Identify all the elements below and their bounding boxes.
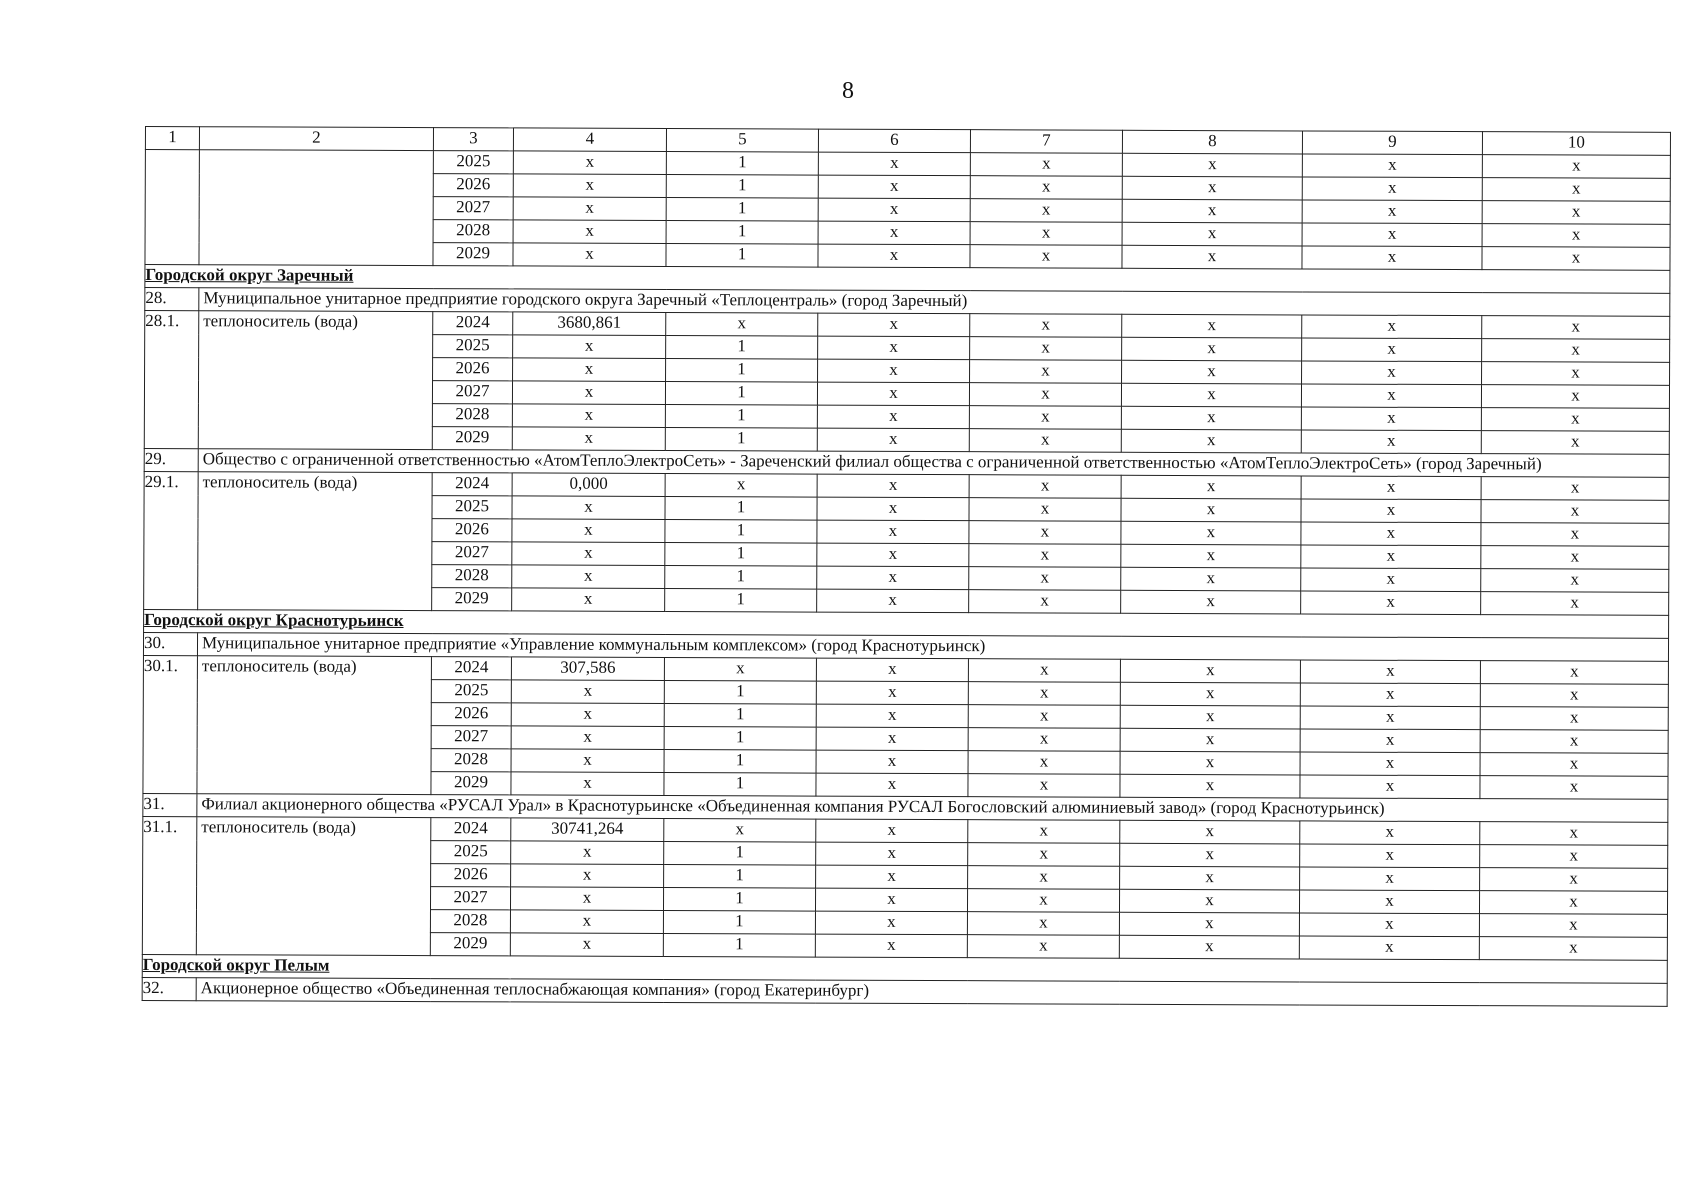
value-cell: x — [967, 935, 1119, 959]
value-cell: 1 — [664, 726, 816, 750]
year-cell: 2026 — [432, 519, 512, 542]
value-cell: x — [817, 543, 969, 567]
year-cell: 2025 — [433, 335, 513, 358]
value-cell: 1 — [664, 703, 816, 727]
value-cell: x — [818, 198, 970, 222]
value-cell: x — [1121, 429, 1301, 453]
value-cell: 1 — [665, 542, 817, 566]
value-cell: x — [970, 153, 1122, 177]
table-row — [143, 816, 1668, 845]
value-cell: x — [1300, 660, 1480, 684]
value-cell: x — [511, 749, 664, 773]
org-name: Акционерное общество «Объединенная теплоснабжающая компания» (город Екатеринбург) — [196, 978, 1667, 1007]
org-number: 32. — [142, 977, 196, 1000]
year-cell: 2024 — [431, 657, 511, 680]
value-cell: x — [1482, 316, 1670, 340]
value-cell: x — [970, 222, 1122, 246]
value-cell: x — [968, 820, 1120, 844]
value-cell: x — [511, 726, 664, 750]
value-cell: x — [512, 381, 665, 405]
value-cell: x — [511, 864, 664, 888]
value-cell: x — [1120, 843, 1300, 867]
year-cell: 2027 — [433, 197, 513, 220]
value-cell: x — [1481, 523, 1669, 547]
value-cell: x — [969, 521, 1121, 545]
value-cell: x — [967, 912, 1119, 936]
value-cell: x — [816, 681, 968, 705]
org-row — [142, 977, 1667, 1006]
header-cell: 8 — [1122, 130, 1302, 154]
value-cell: 1 — [665, 519, 817, 543]
value-cell: x — [1479, 914, 1667, 938]
tariff-table — [142, 126, 1671, 1007]
year-cell: 2029 — [433, 243, 513, 266]
year-cell: 2028 — [432, 404, 512, 427]
value-cell: x — [1120, 774, 1300, 798]
value-cell: x — [970, 360, 1122, 384]
value-cell: x — [1300, 729, 1480, 753]
header-cell: 4 — [513, 128, 666, 152]
value-cell: x — [1481, 546, 1669, 570]
value-cell: x — [817, 497, 969, 521]
org-name: Муниципальное унитарное предприятие «Управление коммунальным комплексом» (город Краснотурьинск) — [197, 633, 1668, 662]
value-cell: x — [817, 520, 969, 544]
value-cell: x — [1482, 224, 1670, 248]
year-cell: 2027 — [432, 542, 512, 565]
year-cell: 2024 — [433, 312, 513, 335]
value-cell: 1 — [663, 910, 815, 934]
value-cell: x — [1480, 753, 1668, 777]
value-cell: x — [512, 542, 665, 566]
value-cell: x — [1302, 154, 1482, 178]
value-cell: x — [1482, 362, 1670, 386]
value-cell: x — [1479, 937, 1667, 961]
value-cell: x — [969, 590, 1121, 614]
value-cell: x — [1482, 201, 1670, 225]
value-cell: x — [510, 910, 663, 934]
value-cell: x — [1122, 222, 1302, 246]
page-number: 8 — [842, 78, 854, 104]
value-cell: x — [513, 220, 666, 244]
value-cell: 1 — [666, 152, 818, 176]
value-cell: 1 — [666, 198, 818, 222]
year-cell: 2028 — [431, 749, 511, 772]
table-row — [144, 471, 1669, 500]
value-cell: x — [816, 865, 968, 889]
value-cell: x — [1120, 820, 1300, 844]
value-cell: x — [664, 818, 816, 842]
value-cell: 1 — [664, 680, 816, 704]
value-cell: 1 — [666, 336, 818, 360]
value-cell: x — [1481, 500, 1669, 524]
value-cell: x — [1480, 822, 1668, 846]
value-cell: x — [1122, 360, 1302, 384]
header-cell: 5 — [666, 129, 818, 153]
value-cell: x — [968, 843, 1120, 867]
value-cell: x — [969, 475, 1121, 499]
year-cell: 2024 — [431, 818, 511, 841]
year-cell: 2028 — [430, 910, 510, 933]
value-cell: x — [512, 427, 665, 451]
value-cell: x — [1119, 935, 1299, 959]
row-number-cell: 28.1. — [144, 311, 199, 449]
value-cell: x — [1481, 592, 1669, 616]
value-cell: x — [968, 774, 1120, 798]
org-number: 31. — [143, 793, 197, 816]
value-cell: x — [1122, 153, 1302, 177]
value-cell: 1 — [666, 175, 818, 199]
value-cell: x — [1480, 684, 1668, 708]
value-cell: x — [970, 245, 1122, 269]
value-cell: x — [1300, 821, 1480, 845]
row-number-cell: 29.1. — [144, 471, 199, 609]
value-cell: x — [968, 866, 1120, 890]
value-cell: 1 — [664, 864, 816, 888]
year-cell: 2025 — [431, 680, 511, 703]
value-cell: 30741,264 — [511, 818, 664, 842]
value-cell: 3680,861 — [513, 312, 666, 336]
param-cell: теплоноситель (вода) — [198, 472, 433, 611]
row-number-cell: 31.1. — [142, 816, 197, 954]
value-cell: x — [511, 772, 664, 796]
value-cell: x — [818, 359, 970, 383]
value-cell: x — [1122, 337, 1302, 361]
year-cell: 2028 — [432, 565, 512, 588]
value-cell: x — [1122, 245, 1302, 269]
value-cell: x — [1300, 867, 1480, 891]
year-cell: 2029 — [432, 427, 512, 450]
year-cell: 2025 — [433, 151, 513, 174]
value-cell: x — [511, 841, 664, 865]
value-cell: 1 — [665, 496, 817, 520]
value-cell: x — [969, 406, 1121, 430]
value-cell: x — [817, 428, 969, 452]
org-number: 28. — [145, 288, 199, 311]
section-title: Городской округ Пелым — [142, 954, 1667, 983]
year-cell: 2026 — [431, 864, 511, 887]
value-cell: x — [1122, 199, 1302, 223]
section-title: Городской округ Краснотурьинск — [144, 609, 1669, 638]
section-title: Городской округ Заречный — [145, 265, 1670, 294]
year-cell: 2027 — [431, 726, 511, 749]
value-cell: x — [969, 567, 1121, 591]
value-cell: x — [1119, 912, 1299, 936]
value-cell: x — [510, 887, 663, 911]
param-cell: теплоноситель (вода) — [197, 656, 432, 795]
value-cell: 1 — [663, 887, 815, 911]
value-cell: x — [969, 544, 1121, 568]
year-cell: 2027 — [430, 887, 510, 910]
value-cell: x — [1121, 544, 1301, 568]
value-cell: 1 — [665, 405, 817, 429]
value-cell: 1 — [665, 382, 817, 406]
value-cell: x — [1302, 315, 1482, 339]
value-cell: x — [1121, 498, 1301, 522]
value-cell: x — [513, 151, 666, 175]
value-cell: x — [1481, 477, 1669, 501]
value-cell: x — [815, 934, 967, 958]
year-cell: 2026 — [433, 174, 513, 197]
value-cell: x — [968, 728, 1120, 752]
year-cell: 2024 — [432, 473, 512, 496]
value-cell: x — [1300, 752, 1480, 776]
header-cell: 3 — [433, 128, 513, 151]
value-cell: x — [968, 682, 1120, 706]
value-cell: x — [969, 429, 1121, 453]
value-cell: x — [816, 727, 968, 751]
value-cell: x — [513, 197, 666, 221]
value-cell: x — [1302, 361, 1482, 385]
value-cell: x — [1300, 775, 1480, 799]
value-cell: x — [1120, 728, 1300, 752]
value-cell: x — [817, 405, 969, 429]
value-cell: x — [1120, 659, 1300, 683]
value-cell: x — [512, 588, 665, 612]
value-cell: 1 — [666, 359, 818, 383]
year-cell: 2028 — [433, 220, 513, 243]
value-cell: x — [1121, 383, 1301, 407]
value-cell: x — [1301, 476, 1481, 500]
year-cell: 2027 — [432, 381, 512, 404]
value-cell: x — [1481, 408, 1669, 432]
value-cell: x — [1480, 707, 1668, 731]
value-cell: x — [968, 751, 1120, 775]
value-cell: x — [513, 174, 666, 198]
value-cell: x — [1301, 384, 1481, 408]
year-cell: 2026 — [433, 358, 513, 381]
value-cell: 1 — [664, 841, 816, 865]
value-cell: x — [1300, 706, 1480, 730]
value-cell: x — [513, 358, 666, 382]
header-cell: 2 — [199, 127, 433, 151]
value-cell: x — [817, 589, 969, 613]
value-cell: x — [1120, 705, 1300, 729]
value-cell: x — [1120, 866, 1300, 890]
value-cell: x — [1480, 661, 1668, 685]
value-cell: x — [665, 473, 817, 497]
value-cell: x — [1302, 338, 1482, 362]
value-cell: x — [969, 383, 1121, 407]
value-cell: x — [1301, 407, 1481, 431]
value-cell: x — [1301, 430, 1481, 454]
org-name: Филиал акционерного общества «РУСАЛ Урал» в Краснотурьинске «Объединенная компания РУСАЛ Богословский алюминиевый завод» (город Краснотурьинск) — [197, 794, 1668, 823]
value-cell: x — [818, 336, 970, 360]
value-cell: x — [816, 773, 968, 797]
value-cell: x — [1480, 776, 1668, 800]
value-cell: 1 — [663, 933, 815, 957]
value-cell: x — [816, 842, 968, 866]
value-cell: x — [1301, 591, 1481, 615]
value-cell: 0,000 — [512, 473, 665, 497]
value-cell: x — [815, 888, 967, 912]
value-cell: x — [1480, 730, 1668, 754]
value-cell: x — [1480, 845, 1668, 869]
value-cell: x — [818, 244, 970, 268]
value-cell: x — [1299, 936, 1479, 960]
year-cell: 2029 — [431, 772, 511, 795]
value-cell: x — [1302, 223, 1482, 247]
value-cell: x — [1299, 913, 1479, 937]
value-cell: x — [1482, 155, 1670, 179]
value-cell: x — [1301, 568, 1481, 592]
value-cell: x — [1479, 891, 1667, 915]
param-cell: теплоноситель (вода) — [196, 817, 431, 956]
value-cell: 1 — [664, 772, 816, 796]
value-cell: x — [664, 657, 816, 681]
year-cell: 2025 — [431, 841, 511, 864]
value-cell: 1 — [665, 565, 817, 589]
value-cell: x — [816, 750, 968, 774]
value-cell: 1 — [666, 221, 818, 245]
org-name: Общество с ограниченной ответственностью «АтомТеплоЭлектроСеть» - Зареченский филиал общества с ограниченной ответственностью «АтомТеплоЭлектроСеть» (город Заречный) — [198, 449, 1669, 478]
value-cell: 1 — [665, 428, 817, 452]
value-cell: x — [1301, 545, 1481, 569]
value-cell: x — [970, 199, 1122, 223]
value-cell: x — [1121, 567, 1301, 591]
row-number-cell — [145, 150, 199, 265]
value-cell: x — [1121, 406, 1301, 430]
value-cell: x — [968, 705, 1120, 729]
value-cell: x — [818, 152, 970, 176]
table-row — [143, 655, 1668, 684]
value-cell: x — [666, 313, 818, 337]
value-cell: x — [1482, 339, 1670, 363]
header-cell: 9 — [1302, 131, 1482, 155]
value-cell: x — [1121, 590, 1301, 614]
year-cell: 2029 — [430, 933, 510, 956]
value-cell: x — [816, 658, 968, 682]
year-cell: 2026 — [431, 703, 511, 726]
value-cell: x — [815, 911, 967, 935]
value-cell: x — [1480, 868, 1668, 892]
value-cell: x — [1482, 247, 1670, 271]
header-cell: 6 — [818, 129, 970, 153]
value-cell: x — [512, 565, 665, 589]
org-number: 30. — [143, 632, 197, 655]
year-cell: 2025 — [432, 496, 512, 519]
value-cell: x — [1302, 200, 1482, 224]
value-cell: x — [1121, 521, 1301, 545]
value-cell: 1 — [665, 588, 817, 612]
value-cell: x — [510, 933, 663, 957]
value-cell: x — [967, 889, 1119, 913]
value-cell: x — [1302, 177, 1482, 201]
value-cell: x — [1300, 683, 1480, 707]
header-cell: 7 — [970, 130, 1122, 154]
table-row — [145, 150, 1670, 179]
value-cell: 1 — [664, 749, 816, 773]
value-cell: x — [1121, 475, 1301, 499]
value-cell: x — [1122, 176, 1302, 200]
value-cell: x — [816, 704, 968, 728]
param-cell: теплоноситель (вода) — [198, 311, 433, 450]
value-cell: x — [1120, 682, 1300, 706]
value-cell: x — [816, 819, 968, 843]
value-cell: x — [1482, 178, 1670, 202]
value-cell: x — [1481, 385, 1669, 409]
value-cell: x — [513, 335, 666, 359]
value-cell: x — [511, 680, 664, 704]
value-cell: x — [512, 519, 665, 543]
value-cell: 307,586 — [511, 657, 664, 681]
value-cell: x — [817, 474, 969, 498]
value-cell: x — [1119, 889, 1299, 913]
value-cell: x — [511, 703, 664, 727]
value-cell: x — [969, 498, 1121, 522]
org-number: 29. — [144, 448, 198, 471]
value-cell: x — [1299, 890, 1479, 914]
value-cell: x — [1122, 314, 1302, 338]
value-cell: x — [817, 566, 969, 590]
value-cell: x — [1120, 751, 1300, 775]
org-name: Муниципальное унитарное предприятие городского округа Заречный «Теплоцентраль» (город Заречный) — [199, 288, 1670, 317]
value-cell: x — [1302, 246, 1482, 270]
value-cell: x — [968, 659, 1120, 683]
value-cell: x — [970, 314, 1122, 338]
value-cell: x — [818, 221, 970, 245]
value-cell: x — [970, 337, 1122, 361]
header-cell: 1 — [145, 127, 199, 150]
value-cell: x — [512, 496, 665, 520]
value-cell: x — [818, 175, 970, 199]
value-cell: x — [817, 382, 969, 406]
value-cell: x — [818, 313, 970, 337]
header-cell: 10 — [1482, 132, 1670, 156]
value-cell: x — [970, 176, 1122, 200]
value-cell: x — [1301, 499, 1481, 523]
row-number-cell: 30.1. — [143, 655, 198, 793]
value-cell: 1 — [666, 244, 818, 268]
value-cell: x — [512, 404, 665, 428]
value-cell: x — [1300, 844, 1480, 868]
year-cell: 2029 — [432, 588, 512, 611]
value-cell: x — [1481, 431, 1669, 455]
value-cell: x — [513, 243, 666, 267]
value-cell: x — [1301, 522, 1481, 546]
param-cell — [199, 150, 433, 266]
value-cell: x — [1481, 569, 1669, 593]
table-row — [145, 311, 1670, 340]
